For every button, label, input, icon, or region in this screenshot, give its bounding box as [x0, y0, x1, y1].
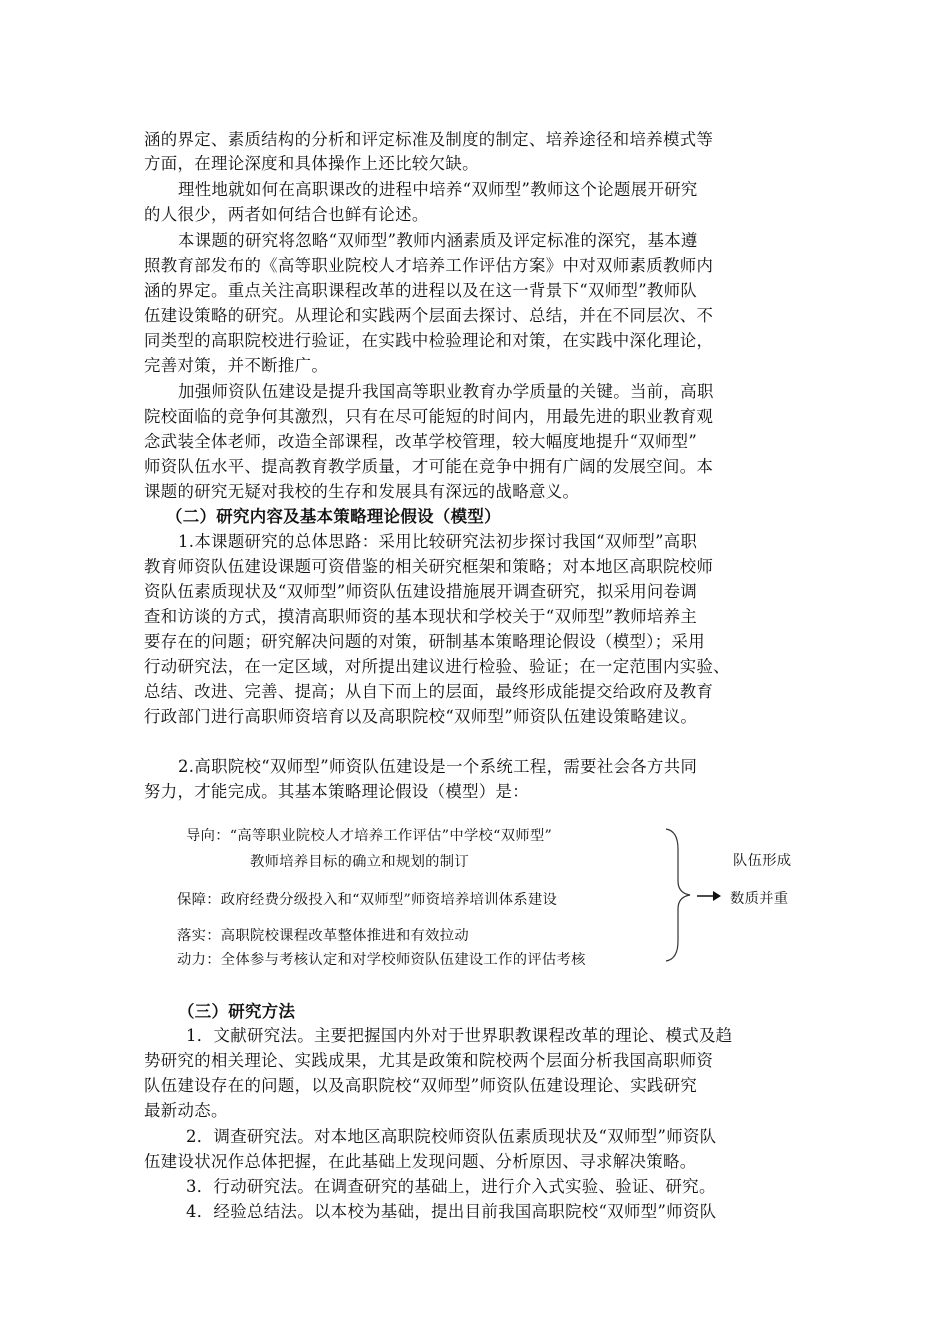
text-line: 1.本课题研究的总体思路：采用比较研究法初步探讨我国“双师型”高职: [178, 532, 698, 551]
model-drive: 动力：全体参与考核认定和对学校师资队伍建设工作的评估考核: [177, 952, 586, 968]
text-line: 院校面临的竞争何其激烈，只有在尽可能短的时间内，用最先进的职业教育观: [144, 407, 714, 426]
text-line: 涵的界定。重点关注高职课程改革的进程以及在这一背景下“双师型”教师队: [144, 281, 698, 300]
text-line: 伍建设状况作总体把握，在此基础上发现问题、分析原因、寻求解决策略。: [144, 1152, 697, 1171]
text-line: 3．行动研究法。在调查研究的基础上，进行介入式实验、验证、研究。: [186, 1177, 716, 1196]
text-line: 方面，在理论深度和具体操作上还比较欠缺。: [144, 154, 479, 173]
text-line: 资队伍素质现状及“双师型”师资队伍建设措施展开调查研究，拟采用问卷调: [144, 582, 698, 601]
model-guide-line-1: 导向：“高等职业院校人才培养工作评估”中学校“双师型”: [186, 828, 553, 844]
text-line: 课题的研究无疑对我校的生存和发展具有深远的战略意义。: [144, 482, 580, 501]
text-line: 队伍建设存在的问题，以及高职院校“双师型”师资队伍建设理论、实践研究: [144, 1076, 698, 1095]
model-guide-line-2: 教师培养目标的确立和规划的制订: [250, 854, 469, 870]
text-line: 行政部门进行高职师资培育以及高职院校“双师型”师资队伍建设策略建议。: [144, 707, 698, 726]
section-heading: （三）研究方法: [178, 1002, 296, 1021]
text-line: 的人很少，两者如何结合也鲜有论述。: [144, 205, 429, 224]
model-result-1: 队伍形成: [733, 853, 792, 869]
model-implement: 落实：高职院校课程改革整体推进和有效拉动: [177, 928, 469, 944]
arrow-right-icon: [696, 888, 722, 904]
text-line: 2．调查研究法。对本地区高职院校师资队伍素质现状及“双师型”师资队: [186, 1127, 717, 1146]
text-line: 完善对策，并不断推广。: [144, 356, 329, 375]
text-line: 2.高职院校“双师型”师资队伍建设是一个系统工程，需要社会各方共同: [178, 757, 698, 776]
text-line: 4．经验总结法。以本校为基础，提出目前我国高职院校“双师型”师资队: [186, 1202, 717, 1221]
text-line: 涵的界定、素质结构的分析和评定标准及制度的制定、培养途径和培养模式等: [144, 130, 714, 149]
text-line: 努力，才能完成。其基本策略理论假设（模型）是：: [144, 782, 530, 801]
section-heading: （二）研究内容及基本策略理论假设（模型）: [166, 507, 501, 526]
text-line: 势研究的相关理论、实践成果，尤其是政策和院校两个层面分析我国高职师资: [144, 1051, 714, 1070]
text-line: 教育师资队伍建设课题可资借鉴的相关研究框架和策略；对本地区高职院校师: [144, 557, 714, 576]
text-line: 查和访谈的方式，摸清高职师资的基本现状和学校关于“双师型”教师培养主: [144, 607, 698, 626]
text-line: 总结、改进、完善、提高；从自下而上的层面，最终形成能提交给政府及教育: [144, 682, 714, 701]
model-result-2: 数质并重: [730, 891, 789, 907]
right-brace-icon: [664, 827, 694, 963]
text-line: 1．文献研究法。主要把握国内外对于世界职教课程改革的理论、模式及趋: [186, 1026, 733, 1045]
text-line: 加强师资队伍建设是提升我国高等职业教育办学质量的关键。当前，高职: [178, 382, 714, 401]
text-line: 同类型的高职院校进行验证，在实践中检验理论和对策，在实践中深化理论，: [144, 331, 714, 350]
text-line: 伍建设策略的研究。从理论和实践两个层面去探讨、总结，并在不同层次、不: [144, 306, 714, 325]
model-guarantee: 保障：政府经费分级投入和“双师型”师资培养培训体系建设: [177, 892, 558, 908]
text-line: 要存在的问题；研究解决问题的对策，研制基本策略理论假设（模型）；采用: [144, 632, 705, 651]
text-line: 行动研究法，在一定区域，对所提出建议进行检验、验证；在一定范围内实验、: [144, 657, 730, 676]
text-line: 念武装全体老师，改造全部课程，改革学校管理，较大幅度地提升“双师型”: [144, 432, 698, 451]
text-line: 最新动态。: [144, 1101, 228, 1120]
text-line: 本课题的研究将忽略“双师型”教师内涵素质及评定标准的深究，基本遵: [178, 231, 698, 250]
text-line: 师资队伍水平、提高教育教学质量，才可能在竞争中拥有广阔的发展空间。本: [144, 457, 714, 476]
text-line: 照教育部发布的《高等职业院校人才培养工作评估方案》中对双师素质教师内: [144, 256, 714, 275]
text-line: 理性地就如何在高职课改的进程中培养“双师型”教师这个论题展开研究: [178, 180, 698, 199]
